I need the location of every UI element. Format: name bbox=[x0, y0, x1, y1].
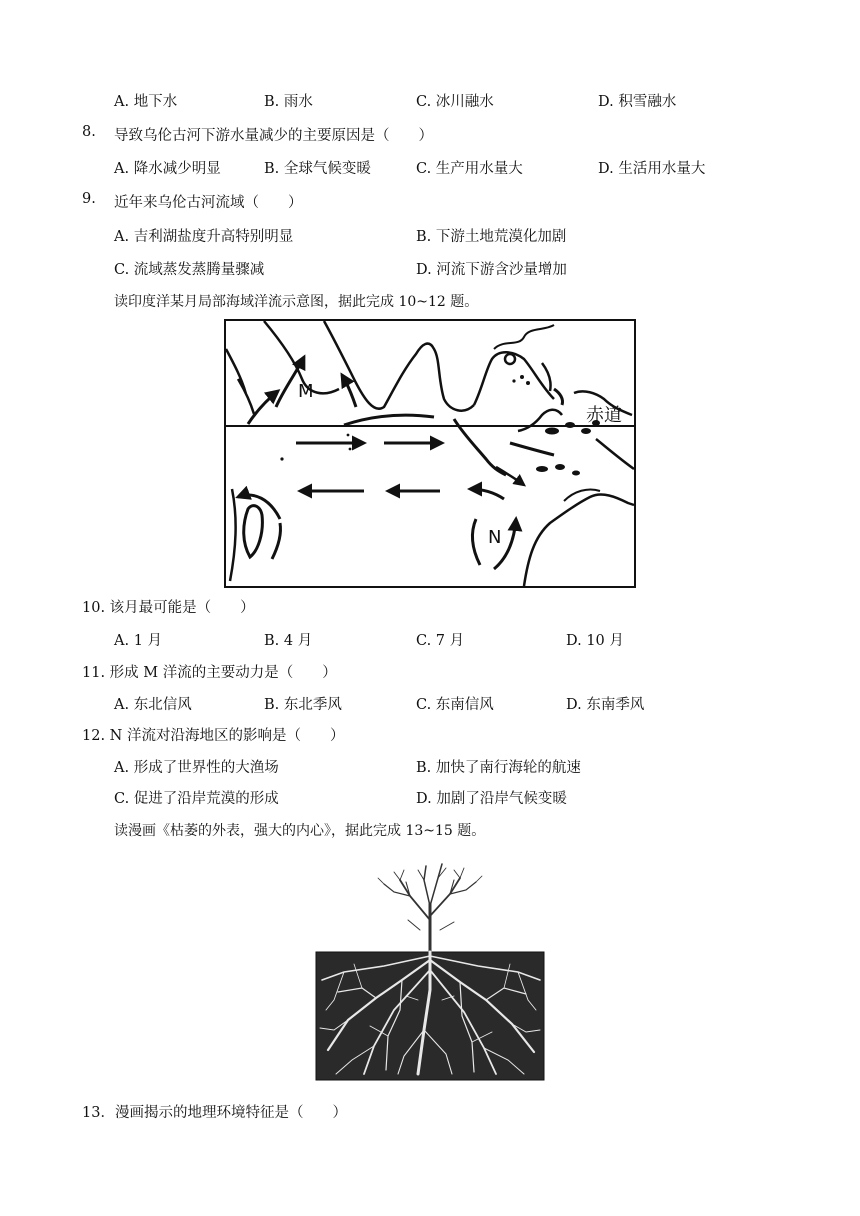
map-label-m: M bbox=[298, 381, 314, 402]
q10-option-d: D. 10 月 bbox=[566, 633, 624, 649]
q9-number: 9. bbox=[82, 191, 96, 207]
q7-option-c: C. 冰川融水 bbox=[416, 94, 494, 110]
q11-option-c: C. 东南信风 bbox=[416, 697, 494, 713]
intro-10-12: 读印度洋某月局部海域洋流示意图，据此完成 10~12 题。 bbox=[114, 294, 479, 310]
q9-option-d: D. 河流下游含沙量增加 bbox=[416, 262, 567, 278]
ocean-current-map bbox=[224, 319, 636, 588]
q12-option-c: C. 促进了沿岸荒漠的形成 bbox=[114, 791, 279, 807]
q7-option-d: D. 积雪融水 bbox=[598, 94, 677, 110]
q10-option-a: A. 1 月 bbox=[114, 633, 163, 649]
q11-option-a: A. 东北信风 bbox=[114, 697, 192, 713]
q8-option-a: A. 降水减少明显 bbox=[114, 161, 221, 177]
intro-13-15: 读漫画《枯萎的外表，强大的内心》，据此完成 13~15 题。 bbox=[114, 823, 486, 839]
q12-option-a: A. 形成了世界性的大渔场 bbox=[114, 760, 279, 776]
q9-option-c: C. 流域蒸发蒸腾量骤减 bbox=[114, 262, 265, 278]
q10-option-b: B. 4 月 bbox=[264, 633, 313, 649]
q10-stem: 10. 该月最可能是（ ） bbox=[82, 600, 255, 616]
q7-option-b: B. 雨水 bbox=[264, 94, 313, 110]
q11-option-b: B. 东北季风 bbox=[264, 697, 342, 713]
q8-option-b: B. 全球气候变暖 bbox=[264, 161, 371, 177]
q8-number: 8. bbox=[82, 124, 96, 140]
q9-option-b: B. 下游土地荒漠化加剧 bbox=[416, 229, 567, 245]
q9-option-a: A. 吉利湖盐度升高特别明显 bbox=[114, 229, 294, 245]
q12-stem: 12. N 洋流对沿海地区的影响是（ ） bbox=[82, 728, 345, 744]
q12-option-b: B. 加快了南行海轮的航速 bbox=[416, 760, 581, 776]
q11-option-d: D. 东南季风 bbox=[566, 697, 645, 713]
map-label-equator: 赤道 bbox=[586, 405, 622, 426]
q11-stem: 11. 形成 M 洋流的主要动力是（ ） bbox=[82, 665, 337, 681]
q10-option-c: C. 7 月 bbox=[416, 633, 465, 649]
comic-tree-roots-image bbox=[314, 860, 546, 1082]
q13-stem: 13．漫画揭示的地理环境特征是（ ） bbox=[82, 1105, 347, 1121]
map-label-n: N bbox=[488, 527, 502, 548]
q8-stem: 导致乌伦古河下游水量减少的主要原因是（ ） bbox=[114, 128, 433, 144]
q8-option-c: C. 生产用水量大 bbox=[416, 161, 523, 177]
q7-option-a: A. 地下水 bbox=[114, 94, 178, 110]
q12-option-d: D. 加剧了沿岸气候变暖 bbox=[416, 791, 567, 807]
q8-option-d: D. 生活用水量大 bbox=[598, 161, 706, 177]
q9-stem: 近年来乌伦古河流域（ ） bbox=[114, 195, 303, 211]
